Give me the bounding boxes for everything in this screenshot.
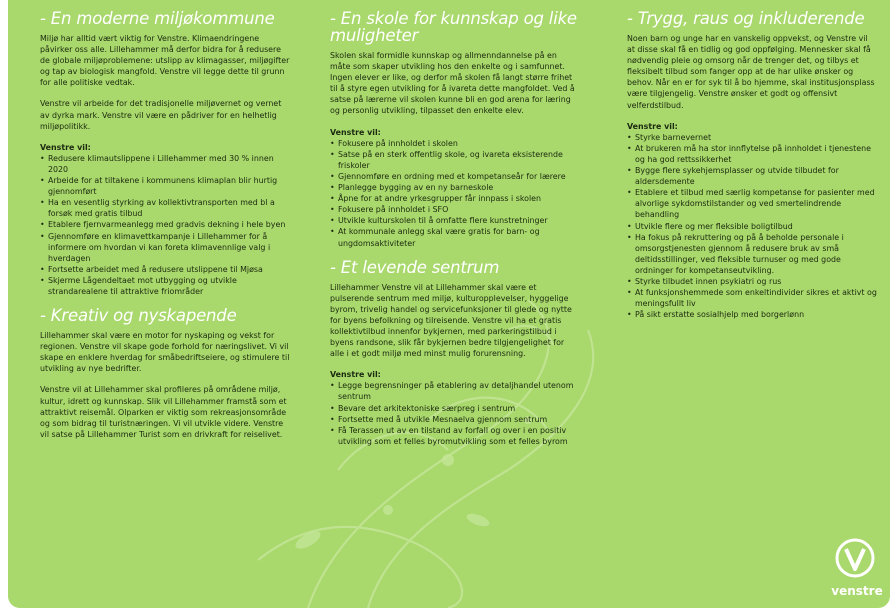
section-heading: - Trygg, raus og inkluderende: [627, 9, 865, 28]
list-subheading: Venstre vil:: [330, 370, 381, 380]
section-trygg: [627, 10, 877, 320]
bullet-list: [40, 153, 290, 297]
column-skole: [330, 10, 578, 457]
list-item: • Etablere fjernvarmeanlegg med gradvis dekning i hele byen: [40, 219, 290, 230]
list-item: • Ha en vesentlig styrking av kollektivtransporten med bl a forsøk med gratis tilbud: [40, 197, 290, 219]
section-kreativ: [40, 307, 290, 440]
list-subheading: Venstre vil:: [330, 127, 381, 137]
list-item: • Legge begrensninger på etablering av detaljhandel utenom sentrum: [330, 380, 578, 402]
list-item: • Planlegge bygging av en ny barneskole: [330, 182, 578, 193]
list-item: • Åpne for at andre yrkesgrupper får innpass i skolen: [330, 193, 578, 204]
list-item: • Bygge flere sykehjemsplasser og utvide tilbudet for aldersdemente: [627, 165, 877, 187]
section-miljokommune: [40, 10, 290, 297]
venstre-logo: [829, 538, 885, 598]
bullet-list: [627, 132, 877, 321]
list-item: • Etablere et tilbud med særlig kompetanse for pasienter med alvorlige sykdomstilstander og ved smertelindrende behandling: [627, 187, 877, 220]
list-item: • Gjennomføre en ordning med et kompetanseår for lærere: [330, 171, 578, 182]
brochure-page: [8, 0, 890, 608]
section-skole: [330, 10, 578, 249]
list-item: • Fokusere på innholdet i skolen: [330, 138, 578, 149]
list-item: • Utvikle flere og mer fleksible boligtilbud: [627, 221, 877, 232]
section-paragraph: Noen barn og unge har en vanskelig oppvekst, og Venstre vil at disse skal få en tidlig og god oppfølging. Mennesker skal få nødvendig pleie og omsorg når de trenger det, og tilbys et fleksibelt tilbud som fanger opp at de har ulike ønsker og behov. Når en er for syk til å bo hjemme, skal institusjonsplass være tilgjengelig. Venstre ønsker et godt og offensivt velferdstilbud.: [627, 34, 875, 110]
list-item: • Fokusere på innholdet i SFO: [330, 204, 578, 215]
list-subheading: Venstre vil:: [40, 142, 91, 152]
list-item: • Skjerme Lågendeltaet mot utbygging og utvikle strandarealene til attraktive friområder: [40, 275, 290, 297]
section-paragraph: Venstre vil at Lillehammer skal profileres på områdene miljø, kultur, idrett og kunnskap. Slik vil Lillehammer framstå som et attraktivt reisemål. Olparken er viktig som rekreasjonsområde og som bidrag til turistnæringen. Vi vil utvikle videre. Venstre vil satse på Lillehammer Turist som en drivkraft for reiselivet.: [40, 385, 287, 439]
list-item: • Styrke barnevernet: [627, 132, 877, 143]
list-item: • Få Terassen ut av en tilstand av forfall og over i en positiv utvikling som et felles byromutvikling som et felles byrom: [330, 425, 578, 447]
list-item: • At brukeren må ha stor innflytelse på innholdet i tjenestene og ha god rettssikkerhet: [627, 143, 877, 165]
section-paragraph: Skolen skal formidle kunnskap og allmenndannelse på en måte som skaper utvikling hos den enkelte og i samfunnet. Ingen elever er like, og derfor må skolen få langt større frihet til å styre egen utvikling for å ivareta dette mangfoldet. Ved å satse på lærerne vil skolen kunne bli en god arena for læring og personlig utvikling, tilpasset den enkelte elev.: [330, 51, 575, 116]
section-paragraph: Venstre vil arbeide for det tradisjonelle miljøvernet og vernet av dyrka mark. Venstre vil være en pådriver for en helhetlig miljøpolitikk.: [40, 99, 282, 131]
section-heading: - Et levende sentrum: [330, 257, 500, 277]
logo-wordmark: venstre: [831, 584, 883, 598]
list-item: • At funksjonshemmede som enkeltindivider sikres et aktivt og meningsfullt liv: [627, 287, 877, 309]
column-miljo: [40, 10, 290, 450]
section-paragraph: Lillehammer skal være en motor for nyskaping og vekst for regionen. Venstre vil skape gode forhold for næringslivet. Vi vil skape en enklere hverdag for småbedriftseiere, og stimulere til utvikling av nye bedrifter.: [40, 331, 290, 374]
bullet-list: [330, 138, 578, 249]
list-item: • Utvikle kulturskolen til å omfatte flere kunstretninger: [330, 215, 578, 226]
bullet-list: [330, 380, 578, 447]
list-item: • Satse på en sterk offentlig skole, og ivareta eksisterende friskoler: [330, 149, 578, 171]
list-item: • Arbeide for at tiltakene i kommunens klimaplan blir hurtig gjennomført: [40, 175, 290, 197]
list-item: • Bevare det arkitektoniske særpreg i sentrum: [330, 403, 578, 414]
section-paragraph: Miljø har alltid vært viktig for Venstre. Klimaendringene påvirker oss alle. Lillehammer må derfor bidra for å redusere de globale miljøproblemene: utslipp av klimagasser, miljøgifter og tap av biologisk mangfold. Venstre vil legge dette til grunn for alle politiske vedtak.: [40, 34, 290, 88]
section-sentrum: [330, 259, 578, 447]
section-paragraph: Lillehammer Venstre vil at Lillehammer skal være et pulserende sentrum med miljø, kulturopplevelser, hyggelige byrom, trivelig handel og servicefunksjoner til glede og nytte for byens befolkning og tilreisende. Venstre vil ha et gratis kollektivtilbud innenfor bykjernen, med parkeringstilbud i byens randsone, slik får bykjernen bedre tilgjengelighet for alle i et godt miljø med minst mulig forurensning.: [330, 282, 572, 359]
list-item: • Ha fokus på rekruttering og på å beholde personale i omsorgstjenesten gjennom å redusere bruk av små deltidsstillinger, ved fleksible turnuser og med gode ordninger for kompetanseutvikling.: [627, 232, 877, 276]
column-trygg: [627, 10, 877, 330]
list-subheading: Venstre vil:: [627, 121, 678, 131]
list-item: • Fortsette med å utvikle Mesnaelva gjennom sentrum: [330, 414, 578, 425]
section-heading: - En skole for kunnskap og like muligheter: [330, 9, 577, 45]
list-item: • Gjennomføre en klimavettkampanje i Lillehammer for å informere om hvordan vi kan foreta klimavennlige valg i hverdagen: [40, 231, 290, 264]
list-item: • Styrke tilbudet innen psykiatri og rus: [627, 276, 877, 287]
list-item: • Fortsette arbeidet med å redusere utslippene til Mjøsa: [40, 264, 290, 275]
list-item: • På sikt erstatte sosialhjelp med borgerlønn: [627, 309, 877, 320]
list-item: • At kommunale anlegg skal være gratis for barn- og ungdomsaktiviteter: [330, 226, 578, 248]
section-heading: - Kreativ og nyskapende: [40, 306, 237, 326]
section-heading: - En moderne miljøkommune: [40, 9, 275, 28]
venstre-v-icon: [835, 538, 875, 578]
list-item: • Redusere klimautslippene i Lillehammer med 30 % innen 2020: [40, 153, 290, 175]
